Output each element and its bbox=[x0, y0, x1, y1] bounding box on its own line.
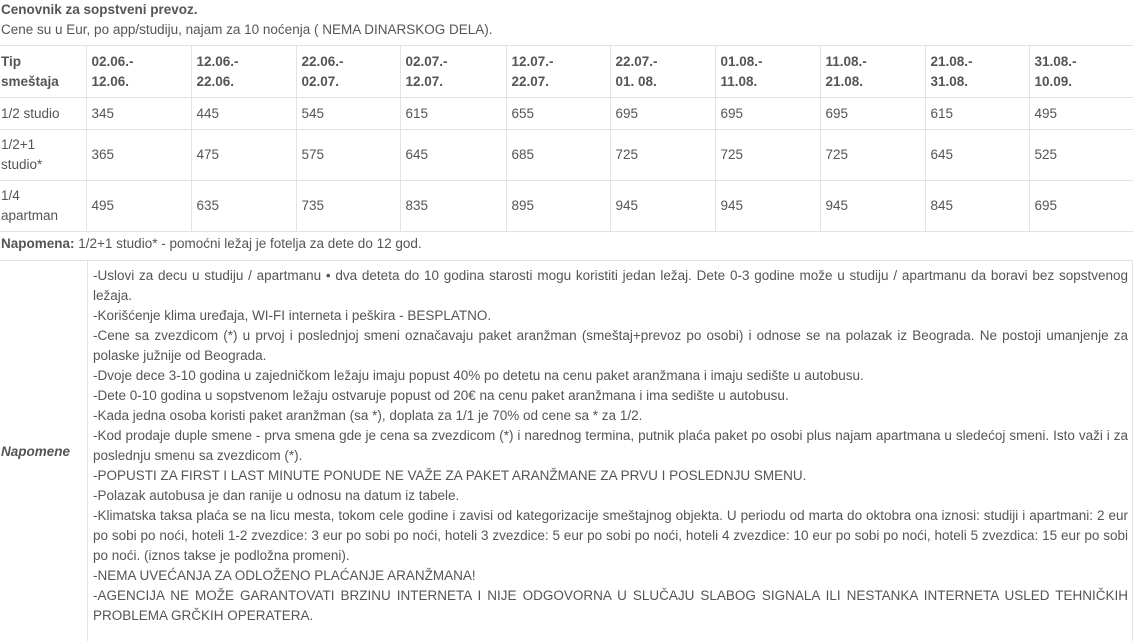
price-cell: 735 bbox=[296, 181, 400, 232]
price-cell: 525 bbox=[1029, 130, 1133, 181]
notes-line: -Klimatska taksa plaća se na licu mesta, tokom cele godine i zavisi od kategorizacije smeštajnog objekta. U periodu od marta do oktobra ona iznosi: studiji i apartmani: 2 eur po sobi po noći, hoteli 1-2 zvezdice: 3 eur po sobi po noći, hoteli 3 zvezdice: 5 eur po sobi po noći, hoteli 4 zvezdice: 10 eur po sobi po noći, hoteli 5 zvezdica: 15 eur po sobi po noći. (iznos takse je podložna promeni). bbox=[93, 506, 1128, 566]
price-cell: 695 bbox=[820, 98, 925, 130]
table-row bbox=[0, 130, 1133, 181]
column-header-period: 22.06.- 02.07. bbox=[296, 46, 400, 98]
price-cell: 365 bbox=[86, 130, 191, 181]
page-subtitle: Cene su u Eur, po app/studiju, najam za 10 noćenja ( NEMA DINARSKOG DELA). bbox=[1, 22, 493, 37]
column-header-period: 21.08.- 31.08. bbox=[925, 46, 1029, 98]
price-cell: 945 bbox=[820, 181, 925, 232]
table-header-row bbox=[0, 46, 1133, 98]
price-cell: 575 bbox=[296, 130, 400, 181]
column-header-period: 12.07.- 22.07. bbox=[506, 46, 610, 98]
price-cell: 495 bbox=[86, 181, 191, 232]
column-header-period: 02.06.- 12.06. bbox=[86, 46, 191, 98]
price-cell: 695 bbox=[610, 98, 715, 130]
price-cell: 685 bbox=[506, 130, 610, 181]
price-cell: 695 bbox=[1029, 181, 1133, 232]
notes-line: -Dete 0-10 godina u sopstvenom ležaju ostvaruje popust od 20€ na cenu paket aranžmana i ima sedište u autobusu. bbox=[93, 386, 1128, 406]
column-header-period: 11.08.- 21.08. bbox=[820, 46, 925, 98]
price-cell: 635 bbox=[191, 181, 296, 232]
price-cell: 615 bbox=[400, 98, 506, 130]
price-cell: 495 bbox=[1029, 98, 1133, 130]
column-header-type: Tip smeštaja bbox=[0, 46, 86, 98]
notes-label: Napomene bbox=[0, 261, 88, 641]
price-cell: 835 bbox=[400, 181, 506, 232]
price-cell: 895 bbox=[506, 181, 610, 232]
notes-line: -POPUSTI ZA FIRST I LAST MINUTE PONUDE NE VAŽE ZA PAKET ARANŽMANE ZA PRVU I POSLEDNJU SMENU. bbox=[93, 466, 1128, 486]
price-cell: 695 bbox=[715, 98, 820, 130]
column-header-period: 22.07.- 01. 08. bbox=[610, 46, 715, 98]
row-type-label: 1/2 studio bbox=[0, 98, 86, 130]
price-cell: 655 bbox=[506, 98, 610, 130]
table-row bbox=[0, 181, 1133, 232]
price-cell: 725 bbox=[610, 130, 715, 181]
notes-line: -Korišćenje klima uređaja, WI-FI interneta i peškira - BESPLATNO. bbox=[93, 306, 1128, 326]
price-cell: 345 bbox=[86, 98, 191, 130]
notes-line: -Uslovi za decu u studiju / apartmanu • dva deteta do 10 godina starosti mogu koristiti jedan ležaj. Dete 0-3 godine može u studiju / apartmanu da boravi bez sopstvenog ležaja. bbox=[93, 266, 1128, 306]
price-cell: 645 bbox=[925, 130, 1029, 181]
column-header-period: 12.06.- 22.06. bbox=[191, 46, 296, 98]
column-header-period: 02.07.- 12.07. bbox=[400, 46, 506, 98]
notes-table bbox=[0, 260, 1133, 641]
notes-line: -Kada jedna osoba koristi paket aranžman (sa *), doplata za 1/1 je 70% od cene sa * za 1/2. bbox=[93, 406, 1128, 426]
note-text: 1/2+1 studio* - pomoćni ležaj je fotelja za dete do 12 god. bbox=[75, 236, 422, 251]
price-cell: 725 bbox=[820, 130, 925, 181]
price-table bbox=[0, 45, 1133, 232]
note-label: Napomena: bbox=[1, 236, 75, 251]
table-row bbox=[0, 98, 1133, 130]
note-line bbox=[1, 236, 422, 251]
price-cell: 445 bbox=[191, 98, 296, 130]
price-cell: 945 bbox=[715, 181, 820, 232]
price-cell: 845 bbox=[925, 181, 1029, 232]
notes-line: -AGENCIJA NE MOŽE GARANTOVATI BRZINU INTERNETA I NIJE ODGOVORNA U SLUČAJU SLABOG SIGNALA ILI NESTANKA INTERNETA USLED TEHNIČKIH PROBLEMA GRČKIH OPERATERA. bbox=[93, 586, 1128, 626]
column-header-period: 31.08.- 10.09. bbox=[1029, 46, 1133, 98]
page-title: Cenovnik za sopstveni prevoz. bbox=[1, 2, 198, 17]
row-type-label: 1/4 apartman bbox=[0, 181, 86, 232]
price-cell: 645 bbox=[400, 130, 506, 181]
price-cell: 945 bbox=[610, 181, 715, 232]
notes-body bbox=[88, 261, 1133, 641]
price-cell: 615 bbox=[925, 98, 1029, 130]
price-cell: 475 bbox=[191, 130, 296, 181]
notes-line: -Dvoje dece 3-10 godina u zajedničkom ležaju imaju popust 40% po detetu na cenu paket aranžmana i imaju sedište u autobusu. bbox=[93, 366, 1128, 386]
price-cell: 545 bbox=[296, 98, 400, 130]
column-header-period: 01.08.- 11.08. bbox=[715, 46, 820, 98]
row-type-label: 1/2+1 studio* bbox=[0, 130, 86, 181]
notes-line: -NEMA UVEĆANJA ZA ODLOŽENO PLAĆANJE ARANŽMANA! bbox=[93, 566, 1128, 586]
notes-line: -Polazak autobusa je dan ranije u odnosu na datum iz tabele. bbox=[93, 486, 1128, 506]
notes-line: -Kod prodaje duple smene - prva smena gde je cena sa zvezdicom (*) i narednog termina, putnik plaća paket po osobi plus najam apartmana u sledećoj smeni. Isto važi i za poslednju smenu sa zvezdicom (*). bbox=[93, 426, 1128, 466]
price-cell: 725 bbox=[715, 130, 820, 181]
notes-line: -Cene sa zvezdicom (*) u prvoj i poslednjoj smeni označavaju paket aranžman (smeštaj+prevoz po osobi) i odnose se na polazak iz Beograda. Ne postoji umanjenje za polaske južnije od Beograda. bbox=[93, 326, 1128, 366]
